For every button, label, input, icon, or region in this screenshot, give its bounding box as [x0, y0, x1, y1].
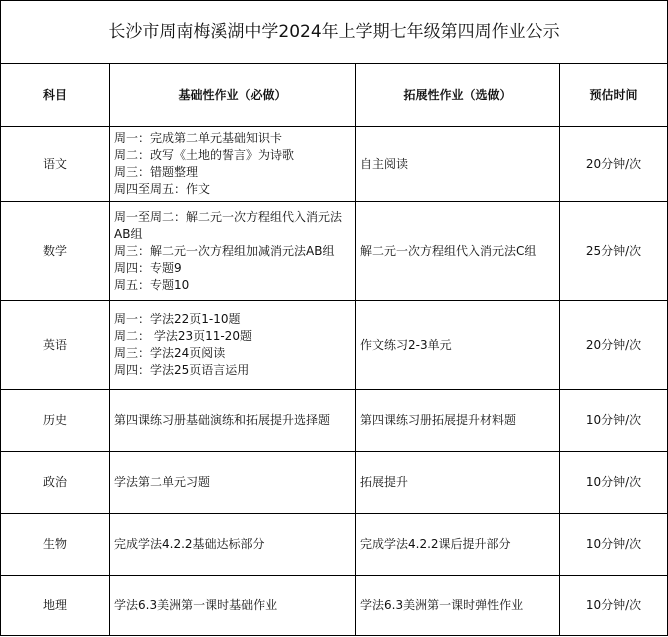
table-row: [1, 576, 668, 636]
time-cell: 10分钟/次: [560, 514, 668, 576]
basic-cell: [110, 301, 356, 390]
basic-line: 周二： 学法23页11-20题: [114, 329, 252, 343]
basic-line: 周四至周五：作文: [114, 182, 211, 196]
extended-cell: 自主阅读: [356, 127, 560, 202]
basic-line: 周三：学法24页阅读: [114, 346, 226, 360]
basic-line: 周一至周二：解二元一次方程组代入消元法AB组: [114, 209, 343, 241]
basic-cell: 完成学法4.2.2基础达标部分: [110, 514, 356, 576]
time-cell: 10分钟/次: [560, 390, 668, 452]
header-basic: 基础性作业（必做）: [110, 64, 356, 127]
header-row: [1, 64, 668, 127]
table-row: [1, 390, 668, 452]
header-subject: 科目: [1, 64, 110, 127]
basic-line: 周三：解二元一次方程组加减消元法AB组: [114, 243, 335, 258]
time-cell: 10分钟/次: [560, 576, 668, 636]
extended-cell: 拓展提升: [356, 452, 560, 514]
extended-cell: 作文练习2-3单元: [356, 301, 560, 390]
subject-cell: 历史: [1, 390, 110, 452]
table-row: [1, 452, 668, 514]
basic-cell: 学法第二单元习题: [110, 452, 356, 514]
basic-cell: 第四课练习册基础演练和拓展提升选择题: [110, 390, 356, 452]
basic-line: 周三：错题整理: [114, 165, 199, 179]
subject-cell: 政治: [1, 452, 110, 514]
basic-line: 周五：专题10: [114, 277, 190, 292]
extended-cell: 解二元一次方程组代入消元法C组: [356, 202, 560, 301]
time-cell: 25分钟/次: [560, 202, 668, 301]
basic-cell: [110, 127, 356, 202]
extended-cell: 完成学法4.2.2课后提升部分: [356, 514, 560, 576]
page-title: 长沙市周南梅溪湖中学2024年上学期七年级第四周作业公示: [1, 1, 668, 64]
header-extended: 拓展性作业（选做）: [356, 64, 560, 127]
basic-line: 周四：专题9: [114, 260, 182, 275]
time-cell: 20分钟/次: [560, 127, 668, 202]
table-row: [1, 514, 668, 576]
basic-line: 周四：学法25页语言运用: [114, 363, 250, 377]
subject-cell: 数学: [1, 202, 110, 301]
time-cell: 20分钟/次: [560, 301, 668, 390]
time-cell: 10分钟/次: [560, 452, 668, 514]
subject-cell: 地理: [1, 576, 110, 636]
basic-line: 周二：改写《土地的誓言》为诗歌: [114, 148, 295, 162]
subject-cell: 英语: [1, 301, 110, 390]
table-row: [1, 301, 668, 390]
basic-line: 周一：完成第二单元基础知识卡: [114, 131, 283, 145]
subject-cell: 语文: [1, 127, 110, 202]
table-row: [1, 127, 668, 202]
basic-line: 周一：学法22页1-10题: [114, 312, 241, 326]
extended-cell: 学法6.3美洲第一课时弹性作业: [356, 576, 560, 636]
extended-cell: 第四课练习册拓展提升材料题: [356, 390, 560, 452]
subject-cell: 生物: [1, 514, 110, 576]
basic-cell: 学法6.3美洲第一课时基础作业: [110, 576, 356, 636]
basic-cell: [110, 202, 356, 301]
table-row: [1, 202, 668, 301]
header-time: 预估时间: [560, 64, 668, 127]
